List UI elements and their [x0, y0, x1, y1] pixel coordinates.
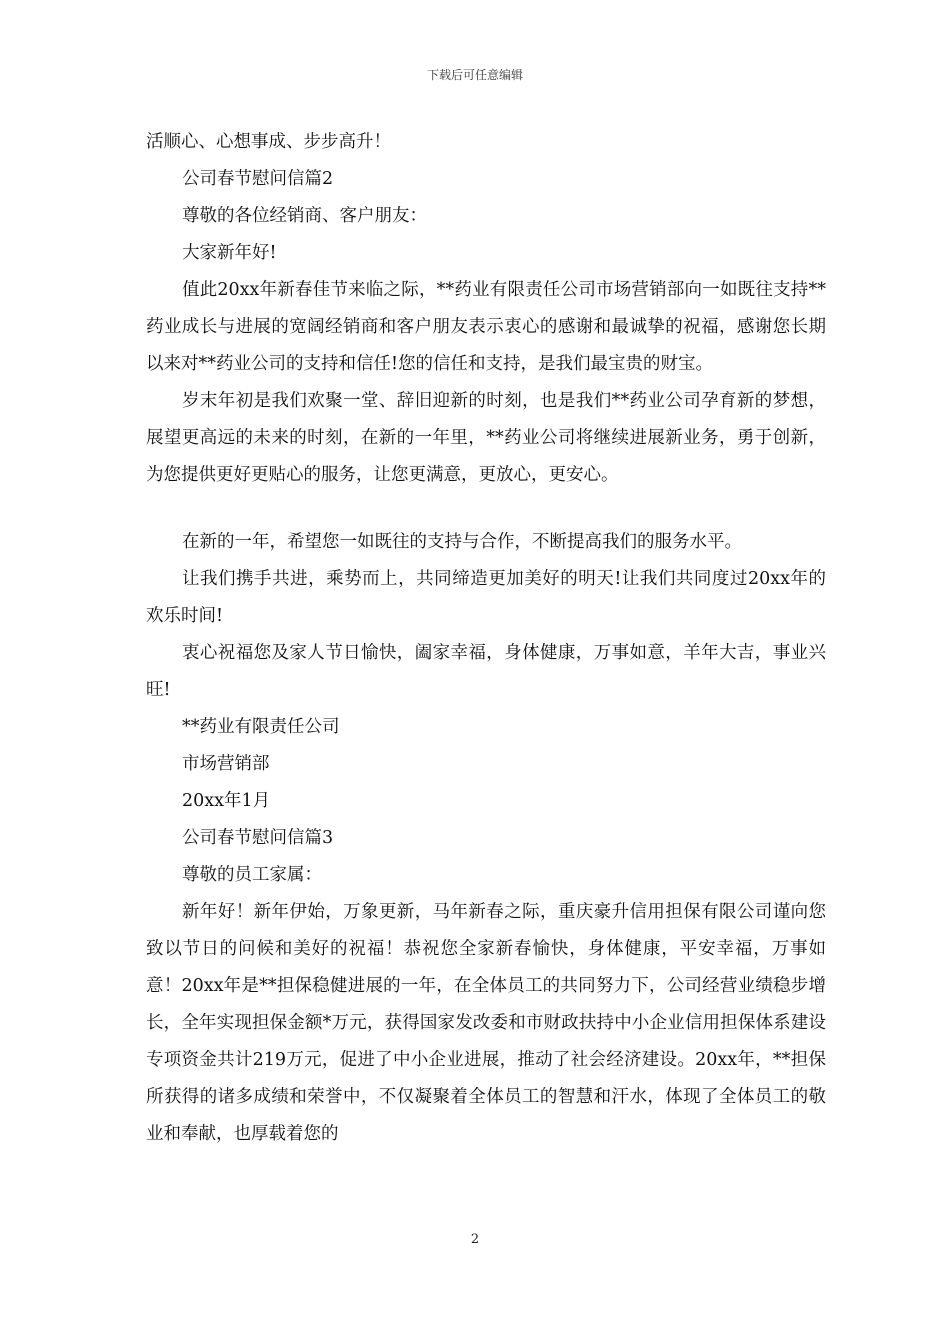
document-body — [146, 124, 826, 1153]
spacer — [146, 494, 826, 524]
section-title-3: 公司春节慰问信篇3 — [182, 828, 334, 848]
salutation-dealers: 尊敬的各位经销商、客户朋友： — [182, 206, 427, 226]
paragraph-thanks: 值此20xx年新春佳节来临之际，**药业有限责任公司市场营销部向一如既往支持**药业成长与进展的宽阔经销商和客户朋友表示衷心的感谢和最诚挚的祝福，感谢您长期以来对**药业公司的支持和信任!您的信任和支持，是我们最宝贵的财宝。 — [146, 280, 826, 374]
section-title-2: 公司春节慰问信篇2 — [182, 169, 334, 189]
signature-department: 市场营销部 — [182, 754, 270, 774]
paragraph-continuation: 活顺心、心想事成、步步高升！ — [146, 132, 391, 152]
page-header: 下载后可任意编辑 — [426, 68, 523, 82]
paragraph-new-year: 岁末年初是我们欢聚一堂、辞旧迎新的时刻，也是我们**药业公司孕育新的梦想，展望更高远的未来的时刻，在新的一年里，**药业公司将继续进展新业务，勇于创新，为您提供更好更贴心的服务，让您更满意，更放心，更安心。 — [146, 391, 826, 485]
paragraph-wishes: 衷心祝福您及家人节日愉快，阖家幸福，身体健康，万事如意，羊年大吉，事业兴旺! — [146, 643, 826, 700]
salutation-families: 尊敬的员工家属： — [182, 865, 322, 885]
page-number: 2 — [470, 1232, 480, 1247]
paragraph-hope: 在新的一年，希望您一如既往的支持与合作，不断提高我们的服务水平。 — [182, 532, 742, 552]
paragraph-together: 让我们携手共进，乘势而上，共同缔造更加美好的明天!让我们共同度过20xx年的欢乐时间! — [146, 569, 826, 626]
signature-date: 20xx年1月 — [182, 791, 271, 811]
paragraph-new-year-greeting: 新年好！新年伊始，万象更新，马年新春之际，重庆豪升信用担保有限公司谨向您致以节日的问候和美好的祝福！恭祝您全家新春愉快，身体健康，平安幸福，万事如意！20xx年是**担保稳健进展的一年，在全体员工的共同努力下，公司经营业绩稳步增长，全年实现担保金额*万元，获得国家发改委和市财政扶持中小企业信用担保体系建设专项资金共计219万元，促进了中小企业进展，推动了社会经济建设。20xx年，**担保所获得的诸多成绩和荣誉中，不仅凝聚着全体员工的智慧和汗水，体现了全体员工的敬业和奉献，也厚载着您的 — [146, 902, 826, 1144]
signature-company: **药业有限责任公司 — [182, 717, 340, 737]
greeting: 大家新年好! — [182, 243, 277, 263]
